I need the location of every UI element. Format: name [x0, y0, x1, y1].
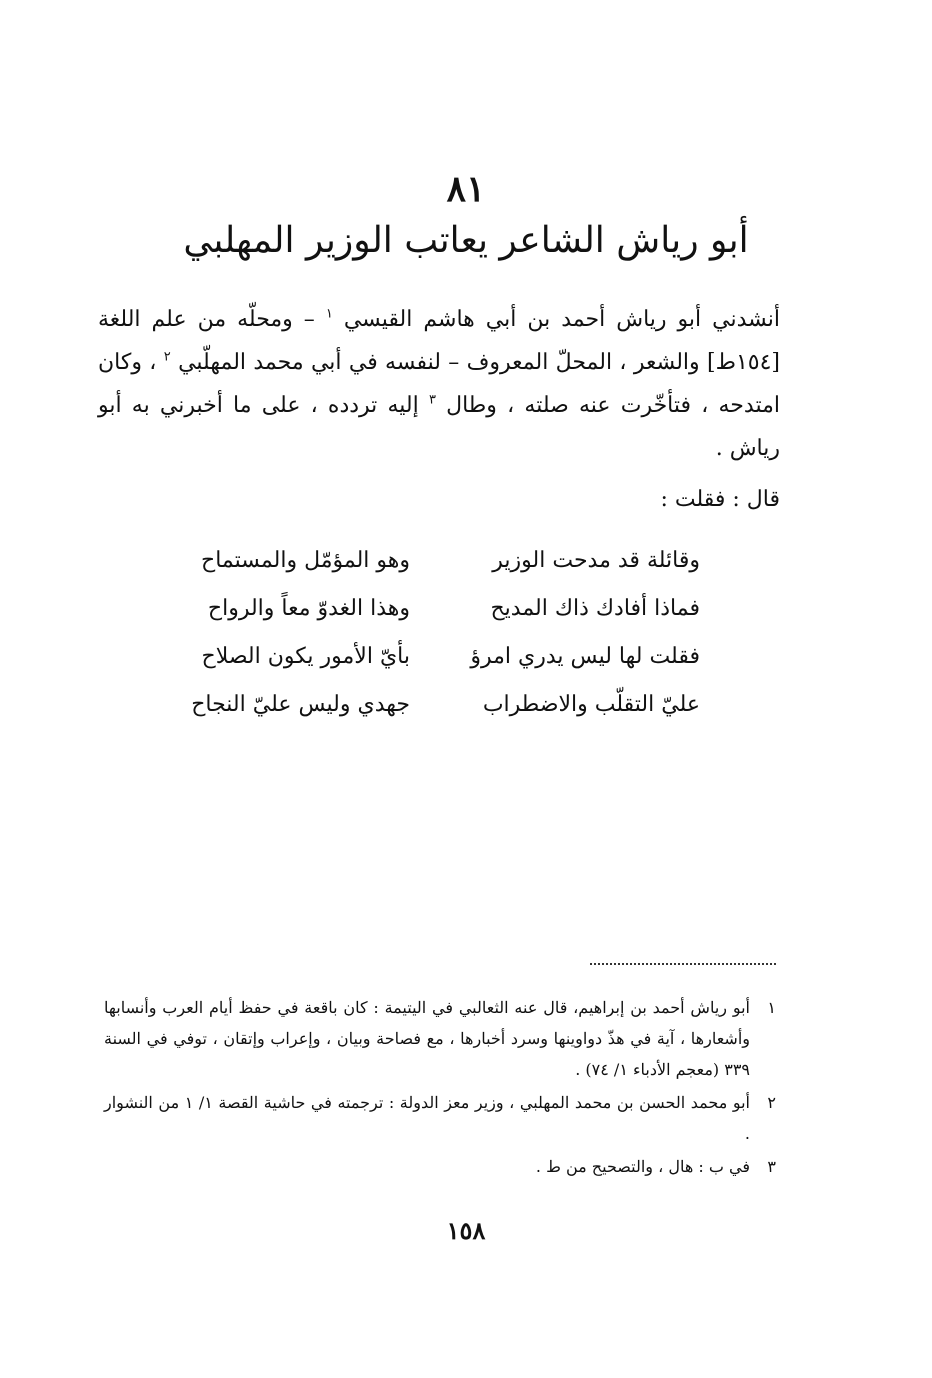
- footnote-reference: ٢: [163, 349, 171, 365]
- footnote-reference: ٣: [428, 392, 436, 408]
- footnote-text: أبو محمد الحسن بن محمد المهلبي ، وزير معز الدولة : ترجمته في حاشية القصة ١/ ١ من النشوار .: [104, 1093, 750, 1143]
- first-hemistich: فقلت لها ليس يدري امرؤ: [470, 643, 700, 669]
- footnote: [104, 992, 776, 1085]
- second-hemistich: جهدي وليس عليّ النجاح: [191, 691, 410, 717]
- poem-verse: [180, 536, 700, 584]
- speech-intro: قال : فقلت :: [660, 487, 780, 512]
- second-hemistich: بأيّ الأمور يكون الصلاح: [201, 643, 410, 669]
- first-hemistich: عليّ التقلّب والاضطراب: [482, 691, 700, 717]
- poem-verse: [180, 632, 700, 680]
- first-hemistich: فماذا أفادك ذاك المديح: [490, 595, 700, 621]
- footnote: [104, 1087, 776, 1149]
- second-hemistich: وهذا الغدوّ معاً والرواح: [207, 595, 410, 621]
- body-paragraph: [98, 298, 780, 470]
- footnote-divider: [590, 963, 776, 965]
- first-hemistich: وقائلة قد مدحت الوزير: [492, 547, 700, 573]
- page-number: ١٥٨: [446, 1216, 486, 1245]
- footnote-number: ٢: [767, 1093, 776, 1112]
- footnote-text: أبو رياش أحمد بن إبراهيم، قال عنه الثعالبي في اليتيمة : كان باقعة في حفظ أيام العرب وأنسابها وأشعارها ، آية في هذّ دواوينها وسرد أخبارها ، مع فصاحة وبيان ، وإعراب وإتقان ، توفي في السنة ٣٣٩ (معجم الأدباء ١/ ٧٤) .: [104, 998, 750, 1079]
- footnote-number: ٣: [767, 1157, 776, 1176]
- footnote: [104, 1151, 776, 1182]
- poem: [180, 536, 700, 728]
- footnote-reference: ١: [325, 306, 333, 322]
- section-title: أبو رياش الشاعر يعاتب الوزير المهلبي: [183, 220, 749, 261]
- footnote-text: في ب : هال ، والتصحيح من ط .: [535, 1157, 750, 1176]
- body-text-part: إليه تردده ، على ما أخبرني به أبو رياش .: [98, 393, 780, 461]
- section-number: ٨١: [446, 168, 486, 210]
- second-hemistich: وهو المؤمّل والمستماح: [201, 547, 410, 573]
- footnote-number: ١: [767, 998, 776, 1017]
- poem-verse: [180, 584, 700, 632]
- body-text-part: – ومحلّه من علم اللغة [١٥٤ط] والشعر ، المحلّ المعروف – لنفسه في أبي محمد المهلّبي: [98, 307, 780, 375]
- poem-verse: [180, 680, 700, 728]
- body-text-part: أنشدني أبو رياش أحمد بن أبي هاشم القيسي: [343, 307, 781, 332]
- footnotes: [104, 992, 776, 1184]
- body-text-part: ، وكان امتدحه ، فتأخّرت عنه صلته ، وطال: [98, 350, 780, 418]
